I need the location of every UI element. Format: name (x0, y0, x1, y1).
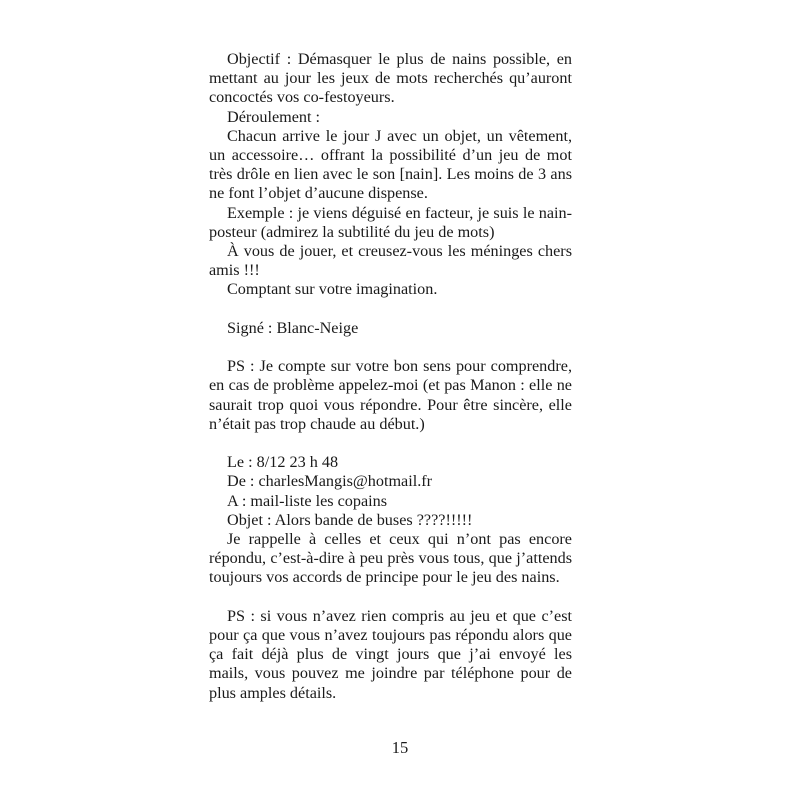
email-to-line: A : mail-liste les copains (227, 491, 388, 510)
signature-line: Signé : Blanc-Neige (227, 318, 359, 337)
email-date-line: Le : 8/12 23 h 48 (227, 453, 339, 472)
blank-line (209, 300, 572, 319)
paragraph-objectif: Objectif : Démasquer le plus de nains possible, en mettant au jour les jeux de mots recherchés qu’auront concoctés vos co-festoyeurs. (209, 50, 572, 107)
blank-line (209, 338, 572, 357)
page-text-body (209, 50, 572, 703)
paragraph-ps-2: PS : si vous n’avez rien compris au jeu et que c’est pour ça que vous n’avez toujours pas répondu alors que ça fait déjà plus de vingt jours que j’ai envoyé les mails, vous pouvez me joindre par téléphone pour de plus amples détails. (209, 606, 572, 702)
email-body: Je rappelle à celles et ceux qui n’ont pas encore répondu, c’est-à-dire à peu près vous tous, que j’attends toujours vos accords de principe pour le jeu des nains. (209, 530, 572, 587)
paragraph-deroulement: Chacun arrive le jour J avec un objet, un vêtement, un accessoire… offrant la possibilité d’un jeu de mot très drôle en lien avec le son [nain]. Les moins de 3 ans ne font l’objet d’aucune dispense. (209, 126, 572, 203)
email-from-line: De : charlesMangis@hotmail.fr (227, 472, 433, 491)
blank-line (209, 588, 572, 607)
page-number: 15 (391, 738, 409, 757)
paragraph-ps-1: PS : Je compte sur votre bon sens pour comprendre, en cas de problème appelez-moi (et pas Manon : elle ne saurait trop quoi vous répondre. Pour être sincère, elle n’était pas trop chaude au début.) (209, 357, 572, 433)
paragraph-comptant: Comptant sur votre imagination. (227, 280, 438, 299)
email-subject-line: Objet : Alors bande de buses ????!!!!! (227, 510, 473, 529)
paragraph-deroulement-heading: Déroulement : (227, 107, 321, 126)
paragraph-a-vous-de-jouer: À vous de jouer, et creusez-vous les méninges chers amis !!! (209, 242, 572, 280)
blank-line (209, 434, 572, 453)
paragraph-exemple: Exemple : je viens déguisé en facteur, je suis le nain-posteur (admirez la subtilité du jeu de mots) (209, 203, 572, 241)
